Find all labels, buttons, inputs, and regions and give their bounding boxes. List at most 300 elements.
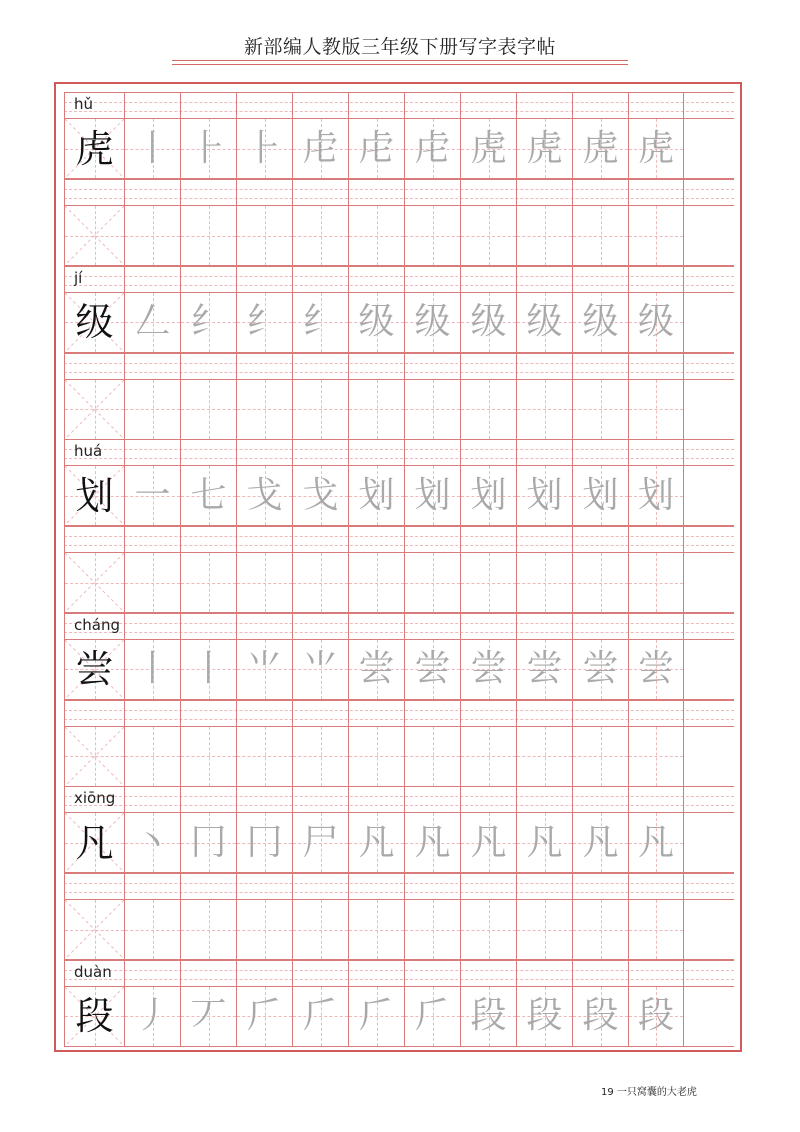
pinyin-column-divider — [404, 701, 405, 726]
practice-cell — [292, 553, 348, 612]
practice-cell — [124, 727, 180, 786]
pinyin-column-divider — [460, 180, 461, 205]
practice-cell — [348, 727, 404, 786]
pinyin-column-divider — [64, 180, 65, 205]
stroke-cell — [180, 640, 236, 699]
practice-cell — [292, 900, 348, 959]
pinyin-column-divider — [64, 440, 65, 465]
model-cell — [64, 640, 124, 699]
stroke-cell — [628, 987, 684, 1046]
title-underline-2 — [172, 64, 628, 65]
model-cell — [64, 813, 124, 872]
cell-guide-vertical — [489, 727, 490, 786]
character-block — [64, 92, 734, 266]
stroke-cell — [628, 293, 684, 352]
pinyin-column-divider — [460, 93, 461, 118]
stroke-order-character: 虎 — [637, 127, 674, 169]
stroke-order-character: ⺊ — [246, 127, 283, 169]
pinyin-column-divider — [516, 180, 517, 205]
cell-guide-diagonals — [65, 900, 124, 959]
stroke-cell — [124, 987, 180, 1046]
stroke-cell — [236, 987, 292, 1046]
practice-cell — [404, 900, 460, 959]
stroke-cell — [572, 640, 628, 699]
practice-cell — [628, 727, 684, 786]
pinyin-column-divider — [124, 614, 125, 639]
stroke-cell — [236, 813, 292, 872]
stroke-cell — [404, 466, 460, 525]
practice-row — [64, 900, 734, 960]
practice-cell — [124, 380, 180, 439]
pinyin-column-divider — [683, 440, 684, 465]
pinyin-column-divider — [572, 180, 573, 205]
stroke-cell — [572, 466, 628, 525]
pinyin-column-divider — [516, 614, 517, 639]
model-character: 虎 — [75, 126, 114, 171]
pinyin-column-divider — [292, 874, 293, 899]
pinyin-column-divider — [292, 93, 293, 118]
pinyin-column-divider — [124, 787, 125, 812]
stroke-order-character: 划 — [637, 474, 674, 516]
pinyin-row — [64, 873, 734, 900]
stroke-order-row — [64, 293, 734, 353]
practice-cell — [124, 206, 180, 265]
stroke-cell — [460, 640, 516, 699]
practice-cell — [460, 553, 516, 612]
stroke-order-character: 尝 — [637, 648, 674, 689]
model-cell — [64, 119, 124, 178]
stroke-cell — [572, 813, 628, 872]
practice-cell — [572, 727, 628, 786]
stroke-order-character: 冂 — [246, 821, 283, 863]
pinyin-column-divider — [572, 440, 573, 465]
pinyin-column-divider — [572, 701, 573, 726]
cell-guide-vertical — [601, 206, 602, 265]
stroke-order-character: 丶 — [134, 821, 171, 863]
pinyin-column-divider — [628, 874, 629, 899]
stroke-order-character: 丨 — [134, 648, 171, 689]
practice-cell — [516, 206, 572, 265]
stroke-cell — [348, 640, 404, 699]
stroke-order-character: 划 — [582, 474, 619, 516]
pinyin-guide-line — [64, 719, 734, 720]
pinyin-column-divider — [572, 527, 573, 552]
stroke-order-character: 戈 — [246, 474, 283, 516]
pinyin-column-divider — [460, 787, 461, 812]
practice-cell — [64, 206, 124, 265]
cell-guide-vertical — [489, 900, 490, 959]
pinyin-column-divider — [404, 874, 405, 899]
stroke-cell — [124, 119, 180, 178]
practice-cell — [292, 206, 348, 265]
cell-guide-vertical — [489, 206, 490, 265]
practice-cell — [124, 553, 180, 612]
stroke-order-character: 段 — [637, 995, 674, 1036]
pinyin-column-divider — [628, 787, 629, 812]
model-character: 划 — [75, 473, 114, 518]
stroke-order-character: 级 — [526, 301, 563, 342]
pinyin-column-divider — [124, 93, 125, 118]
stroke-cell — [572, 987, 628, 1046]
pinyin-column-divider — [236, 440, 237, 465]
pinyin-row — [64, 613, 734, 640]
pinyin-guide-line — [64, 892, 734, 893]
practice-cell — [516, 380, 572, 439]
stroke-cell — [516, 293, 572, 352]
stroke-cell — [404, 640, 460, 699]
pinyin-column-divider — [460, 267, 461, 292]
stroke-cell — [516, 640, 572, 699]
cell-guide-vertical — [433, 727, 434, 786]
pinyin-column-divider — [683, 701, 684, 726]
cell-guide-diagonals — [65, 553, 124, 612]
stroke-cell — [572, 119, 628, 178]
pinyin-column-divider — [628, 267, 629, 292]
pinyin-column-divider — [64, 614, 65, 639]
pinyin-column-divider — [236, 874, 237, 899]
pinyin-column-divider — [516, 93, 517, 118]
pinyin-column-divider — [292, 354, 293, 379]
pinyin-row — [64, 700, 734, 727]
pinyin-column-divider — [460, 961, 461, 986]
pinyin-column-divider — [124, 354, 125, 379]
pinyin-column-divider — [180, 614, 181, 639]
pinyin-column-divider — [404, 787, 405, 812]
practice-cell — [516, 727, 572, 786]
pinyin-column-divider — [516, 354, 517, 379]
stroke-order-character: 尝 — [526, 648, 563, 689]
pinyin-guide-line — [64, 805, 734, 806]
stroke-cell — [628, 466, 684, 525]
character-block — [64, 960, 734, 1047]
stroke-order-character: 虍 — [302, 127, 339, 169]
character-block — [64, 439, 734, 613]
stroke-order-character: 段 — [526, 995, 563, 1036]
model-cell — [64, 466, 124, 525]
stroke-order-character: 级 — [414, 301, 451, 342]
pinyin-column-divider — [292, 267, 293, 292]
pinyin-guide-line — [64, 198, 734, 199]
cell-guide-vertical — [153, 380, 154, 439]
pinyin-row — [64, 92, 734, 119]
pinyin-column-divider — [124, 267, 125, 292]
pinyin-column-divider — [404, 180, 405, 205]
stroke-cell — [236, 466, 292, 525]
pinyin-column-divider — [404, 267, 405, 292]
pinyin-guide-line — [64, 189, 734, 190]
stroke-cell — [460, 813, 516, 872]
pinyin-column-divider — [348, 180, 349, 205]
practice-cell — [236, 727, 292, 786]
pinyin-column-divider — [572, 93, 573, 118]
pinyin-column-divider — [292, 527, 293, 552]
pinyin-column-divider — [572, 267, 573, 292]
stroke-order-character: 丆 — [190, 995, 227, 1036]
pinyin-column-divider — [236, 614, 237, 639]
stroke-order-character: 级 — [470, 301, 507, 342]
character-block — [64, 613, 734, 787]
pinyin-column-divider — [348, 874, 349, 899]
practice-cell — [516, 900, 572, 959]
pinyin-column-divider — [348, 440, 349, 465]
cell-guide-vertical — [601, 553, 602, 612]
cell-guide-vertical — [265, 900, 266, 959]
practice-cell — [404, 553, 460, 612]
practice-cell — [348, 553, 404, 612]
pinyin-row — [64, 353, 734, 380]
stroke-cell — [348, 813, 404, 872]
page-footer: 19 一只窝囊的大老虎 — [601, 1087, 697, 1098]
practice-cell — [180, 380, 236, 439]
stroke-cell — [292, 466, 348, 525]
pinyin-column-divider — [348, 614, 349, 639]
stroke-order-character: 段 — [470, 995, 507, 1036]
pinyin-column-divider — [628, 701, 629, 726]
pinyin-column-divider — [180, 701, 181, 726]
stroke-order-character: 级 — [637, 301, 674, 342]
pinyin-row — [64, 526, 734, 553]
practice-cell — [628, 206, 684, 265]
pinyin-guide-line — [64, 372, 734, 373]
pinyin-column-divider — [404, 961, 405, 986]
stroke-cell — [292, 813, 348, 872]
stroke-order-character: 虍 — [358, 127, 395, 169]
pinyin-column-divider — [460, 701, 461, 726]
practice-cell — [64, 727, 124, 786]
stroke-order-character: 丨 — [134, 127, 171, 169]
pinyin-column-divider — [683, 874, 684, 899]
pinyin-column-divider — [628, 354, 629, 379]
cell-guide-vertical — [656, 206, 657, 265]
stroke-order-character: 虎 — [582, 127, 619, 169]
stroke-cell — [628, 640, 684, 699]
cell-guide-vertical — [321, 380, 322, 439]
practice-cell — [404, 206, 460, 265]
stroke-order-row — [64, 466, 734, 526]
pinyin-column-divider — [124, 961, 125, 986]
cell-guide-vertical — [265, 380, 266, 439]
stroke-order-character: 虍 — [414, 127, 451, 169]
stroke-order-character: 凡 — [637, 821, 674, 863]
practice-cell — [516, 553, 572, 612]
pinyin-column-divider — [460, 614, 461, 639]
pinyin-column-divider — [180, 93, 181, 118]
stroke-cell — [348, 466, 404, 525]
stroke-cell — [348, 119, 404, 178]
stroke-order-character: ⺊ — [190, 127, 227, 169]
stroke-cell — [124, 293, 180, 352]
cell-guide-vertical — [153, 206, 154, 265]
model-character: 段 — [75, 994, 114, 1038]
stroke-order-character: 戈 — [302, 474, 339, 516]
pinyin-guide-line — [64, 285, 734, 286]
stroke-order-character: 冂 — [190, 821, 227, 863]
pinyin-guide-line — [64, 623, 734, 624]
pinyin-guide-line — [64, 458, 734, 459]
stroke-cell — [292, 987, 348, 1046]
stroke-order-character: 级 — [582, 301, 619, 342]
cell-guide-vertical — [209, 380, 210, 439]
practice-cell — [292, 380, 348, 439]
practice-cell — [180, 553, 236, 612]
pinyin-column-divider — [64, 93, 65, 118]
practice-cell — [348, 900, 404, 959]
pinyin-column-divider — [292, 961, 293, 986]
model-character: 尝 — [75, 647, 114, 691]
pinyin-column-divider — [180, 787, 181, 812]
page-title: 新部编人教版三年级下册写字表字帖 — [243, 36, 556, 58]
cell-guide-vertical — [209, 900, 210, 959]
cell-guide-vertical — [545, 206, 546, 265]
pinyin-column-divider — [292, 787, 293, 812]
practice-cell — [180, 727, 236, 786]
pinyin-guide-line — [64, 363, 734, 364]
stroke-cell — [572, 293, 628, 352]
pinyin-column-divider — [236, 527, 237, 552]
stroke-order-character: 划 — [526, 474, 563, 516]
pinyin-column-divider — [628, 180, 629, 205]
pinyin-column-divider — [683, 93, 684, 118]
stroke-cell — [180, 119, 236, 178]
stroke-order-character: ⺌ — [246, 648, 283, 689]
cell-guide-vertical — [377, 900, 378, 959]
pinyin-column-divider — [404, 527, 405, 552]
cell-guide-vertical — [489, 553, 490, 612]
pinyin-column-divider — [516, 787, 517, 812]
pinyin-column-divider — [236, 961, 237, 986]
stroke-order-character: 尝 — [470, 648, 507, 689]
stroke-cell — [236, 119, 292, 178]
practice-sheet — [54, 82, 742, 1052]
cell-guide-vertical — [377, 380, 378, 439]
pinyin-column-divider — [516, 267, 517, 292]
practice-cell — [628, 900, 684, 959]
title-underline — [172, 60, 628, 61]
practice-cell — [292, 727, 348, 786]
stroke-order-character: 一 — [134, 474, 171, 516]
stroke-cell — [180, 813, 236, 872]
stroke-cell — [124, 813, 180, 872]
practice-cell — [236, 900, 292, 959]
pinyin-column-divider — [292, 440, 293, 465]
practice-cell — [236, 553, 292, 612]
practice-cell — [572, 900, 628, 959]
pinyin-column-divider — [572, 961, 573, 986]
pinyin-column-divider — [628, 527, 629, 552]
cell-guide-vertical — [601, 727, 602, 786]
model-character: 级 — [75, 300, 114, 344]
stroke-order-character: 𠂆 — [414, 995, 451, 1036]
practice-cell — [572, 380, 628, 439]
stroke-cell — [404, 813, 460, 872]
pinyin-column-divider — [404, 354, 405, 379]
cell-guide-vertical — [321, 553, 322, 612]
practice-cell — [180, 900, 236, 959]
cell-guide-vertical — [209, 553, 210, 612]
pinyin-column-divider — [292, 180, 293, 205]
stroke-order-character: 段 — [582, 995, 619, 1036]
stroke-order-character: 尝 — [414, 648, 451, 689]
pinyin-column-divider — [292, 701, 293, 726]
stroke-cell — [348, 987, 404, 1046]
pinyin-guide-line — [64, 111, 734, 112]
practice-cell — [64, 380, 124, 439]
practice-cell — [348, 380, 404, 439]
practice-cell — [460, 727, 516, 786]
cell-guide-vertical — [601, 900, 602, 959]
stroke-cell — [292, 293, 348, 352]
pinyin-column-divider — [124, 527, 125, 552]
practice-cell — [236, 380, 292, 439]
pinyin-column-divider — [236, 180, 237, 205]
stroke-order-character: 𠂆 — [358, 995, 395, 1036]
stroke-order-character: 尝 — [358, 648, 395, 689]
pinyin-row — [64, 960, 734, 987]
pinyin-column-divider — [292, 614, 293, 639]
stroke-cell — [180, 987, 236, 1046]
cell-guide-vertical — [656, 553, 657, 612]
cell-guide-vertical — [153, 900, 154, 959]
stroke-order-character: 划 — [358, 474, 395, 516]
cell-guide-vertical — [209, 727, 210, 786]
practice-cell — [572, 553, 628, 612]
pinyin-column-divider — [572, 614, 573, 639]
cell-guide-vertical — [656, 900, 657, 959]
cell-guide-vertical — [321, 206, 322, 265]
cell-guide-vertical — [153, 727, 154, 786]
stroke-cell — [180, 466, 236, 525]
pinyin-column-divider — [180, 527, 181, 552]
stroke-order-character: 尸 — [302, 821, 339, 863]
pinyin-guide-line — [64, 632, 734, 633]
pinyin-column-divider — [572, 354, 573, 379]
cell-guide-vertical — [545, 553, 546, 612]
pinyin-guide-line — [64, 970, 734, 971]
stroke-cell — [516, 987, 572, 1046]
pinyin-column-divider — [236, 267, 237, 292]
cell-guide-vertical — [656, 380, 657, 439]
stroke-cell — [628, 813, 684, 872]
cell-guide-vertical — [153, 553, 154, 612]
pinyin-guide-line — [64, 536, 734, 537]
pinyin-column-divider — [180, 180, 181, 205]
stroke-order-row — [64, 813, 734, 873]
pinyin-column-divider — [628, 440, 629, 465]
stroke-order-character: ⺌ — [302, 648, 339, 689]
pinyin-row — [64, 179, 734, 206]
cell-guide-vertical — [545, 900, 546, 959]
stroke-cell — [292, 640, 348, 699]
cell-guide-vertical — [545, 727, 546, 786]
practice-cell — [628, 380, 684, 439]
pinyin-column-divider — [348, 787, 349, 812]
pinyin-column-divider — [236, 787, 237, 812]
stroke-cell — [404, 293, 460, 352]
cell-guide-vertical — [321, 727, 322, 786]
pinyin-column-divider — [516, 701, 517, 726]
pinyin-column-divider — [64, 267, 65, 292]
pinyin-guide-line — [64, 449, 734, 450]
character-block — [64, 786, 734, 960]
stroke-order-character: 𠃋 — [134, 301, 171, 342]
stroke-cell — [516, 119, 572, 178]
stroke-order-character: 划 — [414, 474, 451, 516]
pinyin-column-divider — [516, 440, 517, 465]
pinyin-column-divider — [683, 267, 684, 292]
cell-guide-vertical — [433, 380, 434, 439]
pinyin-column-divider — [236, 93, 237, 118]
practice-cell — [180, 206, 236, 265]
